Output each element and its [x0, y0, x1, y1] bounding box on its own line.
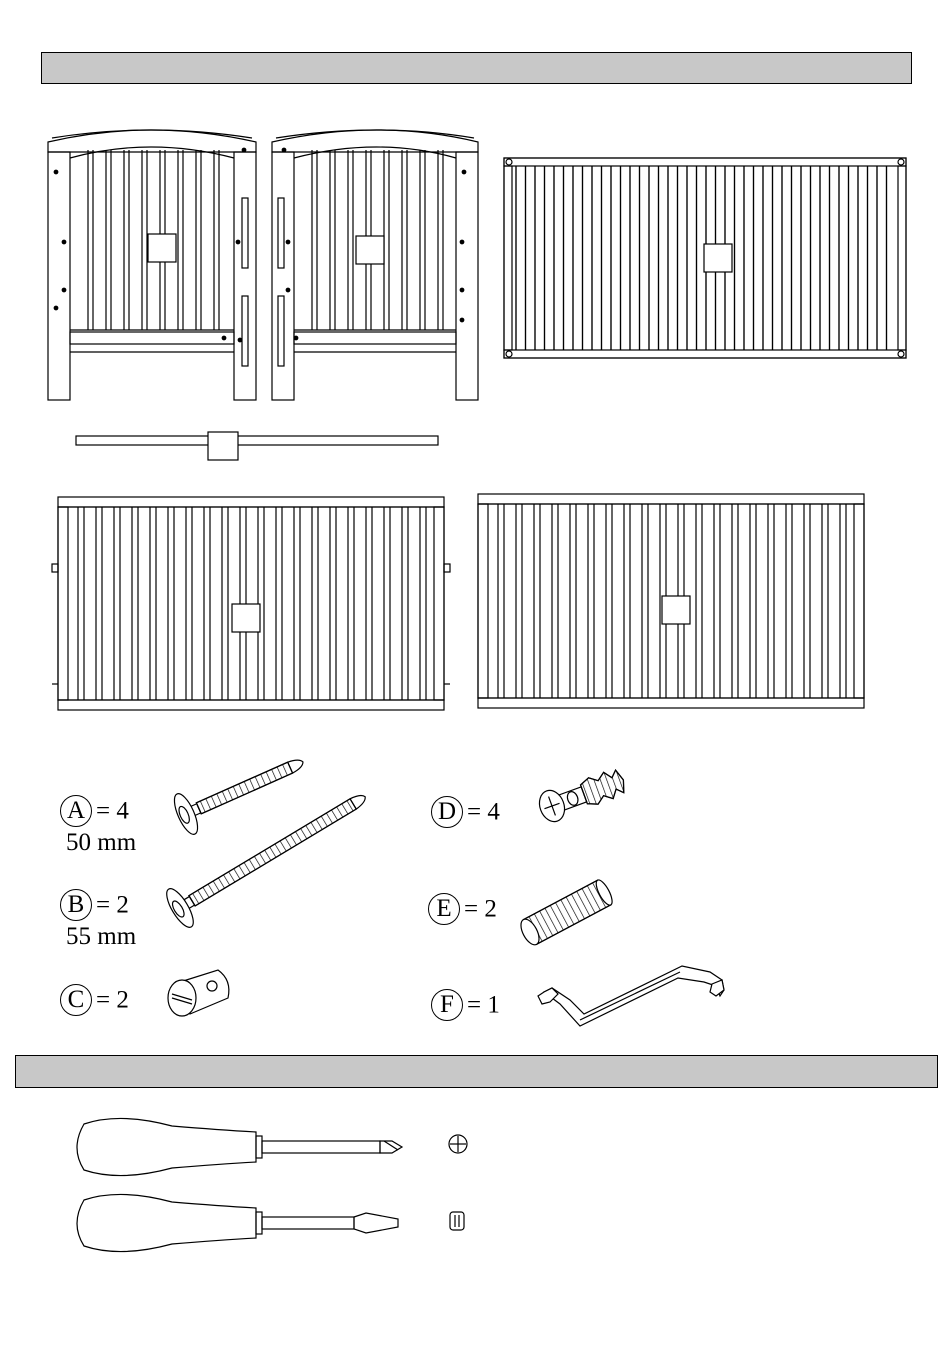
- cam-lock-icon: [535, 765, 629, 825]
- barrel-nut-icon: [168, 970, 229, 1016]
- dowel-icon: [517, 878, 615, 948]
- part-e-label: [428, 893, 497, 925]
- part-f-label: [431, 989, 500, 1021]
- part-a-qty: = 4: [96, 797, 129, 825]
- side-rail-icon: [52, 497, 450, 710]
- phillips-screwdriver-icon: [77, 1118, 402, 1175]
- part-e-id: E: [428, 893, 460, 925]
- part-b-id: B: [60, 889, 92, 921]
- stretcher-bar-icon: [76, 432, 438, 460]
- part-b-qty: = 2: [96, 891, 129, 919]
- part-a-id: A: [60, 795, 92, 827]
- part-a-size: 50 mm: [66, 829, 137, 856]
- crib-end-panel-icon: [272, 130, 478, 400]
- part-a-label: [60, 795, 129, 827]
- long-bolt-icon: [162, 778, 377, 931]
- part-e-qty: = 2: [464, 895, 497, 923]
- part-d-qty: = 4: [467, 798, 500, 826]
- part-c-id: C: [60, 984, 92, 1016]
- part-f-qty: = 1: [467, 991, 500, 1019]
- part-c-label: [60, 984, 129, 1016]
- mattress-base-icon: [504, 158, 906, 358]
- flat-screwdriver-icon: [77, 1194, 398, 1251]
- part-d-id: D: [431, 796, 463, 828]
- part-c-qty: = 2: [96, 986, 129, 1014]
- side-rail-icon: [478, 494, 864, 708]
- part-f-id: F: [431, 989, 463, 1021]
- part-b-label: [60, 889, 129, 921]
- phillips-tip-icon: [449, 1135, 467, 1153]
- allen-key-icon: [538, 966, 724, 1026]
- part-b-size: 55 mm: [66, 923, 137, 950]
- crib-end-panel-icon: [48, 130, 256, 400]
- bolt-icon: [170, 742, 312, 838]
- flat-tip-icon: [450, 1212, 464, 1230]
- part-d-label: [431, 796, 500, 828]
